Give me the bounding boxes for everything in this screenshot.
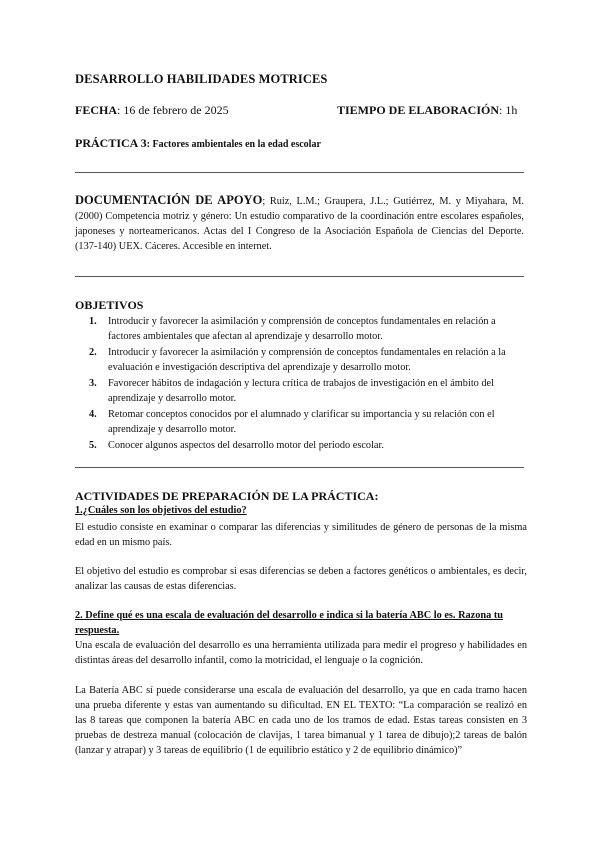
list-text: Retomar conceptos conocidos por el alumnado y clarificar su importancia y su relación con el aprendizaje y desarrollo motor. (108, 409, 495, 435)
question-1: 1.¿Cuáles son los objetivos del estudio? (75, 505, 247, 516)
documentacion-label: DOCUMENTACIÓN DE APOYO (75, 193, 263, 207)
list-item (75, 407, 527, 437)
list-item (75, 314, 527, 344)
practica-value: : Factores ambientales en la edad escolar (146, 139, 321, 150)
objetivos-heading: OBJETIVOS (75, 298, 144, 312)
documentacion-paragraph (75, 193, 524, 254)
answer-2-paragraph-1: Una escala de evaluación del desarrollo es una herramienta utilizada para medir el progreso y habilidades en distintas áreas del desarrollo infantil, como la motricidad, el lenguaje o la cognición. (75, 640, 527, 666)
divider (75, 276, 524, 277)
tiempo-label: TIEMPO DE ELABORACIÓN (337, 103, 500, 117)
list-item (75, 438, 527, 453)
list-number: 2. (89, 347, 97, 358)
list-number: 1. (89, 316, 97, 327)
list-text: Introducir y favorecer la asimilación y comprensión de conceptos fundamentales en relación a factores ambientales que afectan al aprendizaje y desarrollo motor. (108, 316, 496, 342)
list-number: 5. (89, 440, 97, 451)
objetivos-list (75, 314, 527, 454)
list-number: 3. (89, 378, 97, 389)
question-2: 2. Define qué es una escala de evaluación del desarrollo e indica si la batería ABC lo es. Razona tu respuesta. (75, 610, 503, 636)
tiempo-line (337, 103, 517, 118)
list-item (75, 345, 527, 375)
list-text: Introducir y favorecer la asimilación y comprensión de conceptos fundamentales en relación a la evaluación e investigación descriptiva del aprendizaje y desarrollo motor. (108, 347, 506, 373)
practica-label: PRÁCTICA 3 (75, 136, 147, 150)
documentacion-text: ; Ruiz, L.M.; Graupera, J.L.; Gutiérrez, M. y Miyahara, M. (2000) Competencia motriz y género: Un estudio comparativo de la coordinación entre escolares españoles, japoneses y norteamericanos. Actas del I Congreso de la Asociación Española de Ciencias del Deporte. (137-140) UEX. Cáceres. Accesible en internet. (75, 196, 524, 252)
answer-1-paragraph-1: El estudio consiste en examinar o comparar las diferencias y similitudes de género de personas de la misma edad en un mismo país. (75, 522, 527, 548)
fecha-line (75, 103, 229, 118)
fecha-value: : 16 de febrero de 2025 (117, 103, 229, 117)
practica-line (75, 136, 321, 151)
list-number: 4. (89, 409, 97, 420)
list-text: Conocer algunos aspectos del desarrollo motor del periodo escolar. (108, 440, 384, 451)
divider (75, 467, 524, 468)
list-item (75, 376, 527, 406)
answer-2-paragraph-2: La Batería ABC sí puede considerarse una escala de evaluación del desarrollo, ya que en cada tramo hacen una prueba diferente y estas van aumentando su dificultad. EN EL TEXTO: “La comparación se realizó en las 8 tareas que componen la batería ABC en cada uno de los tramos de edad. Estas tareas consisten en 3 pruebas de destreza manual (colocación de clavijas, 1 tarea bimanual y 1 tarea de dibujo);2 tareas de balón (lanzar y atrapar) y 3 tareas de equilibrio (1 de equilibrio estático y 2 de equilibrio dinámico)” (75, 685, 527, 756)
divider (75, 172, 524, 173)
tiempo-value: : 1h (499, 103, 518, 117)
fecha-label: FECHA (75, 103, 117, 117)
list-text: Favorecer hábitos de indagación y lectura crítica de trabajos de investigación en el ámbito del aprendizaje y desarrollo motor. (108, 378, 494, 404)
answer-1-paragraph-2: El objetivo del estudio es comprobar si esas diferencias se deben a factores genéticos o ambientales, es decir, analizar las causas de estas diferencias. (75, 566, 527, 592)
actividades-heading: ACTIVIDADES DE PREPARACIÓN DE LA PRÁCTICA: (75, 489, 379, 503)
document-title: DESARROLLO HABILIDADES MOTRICES (75, 72, 328, 86)
